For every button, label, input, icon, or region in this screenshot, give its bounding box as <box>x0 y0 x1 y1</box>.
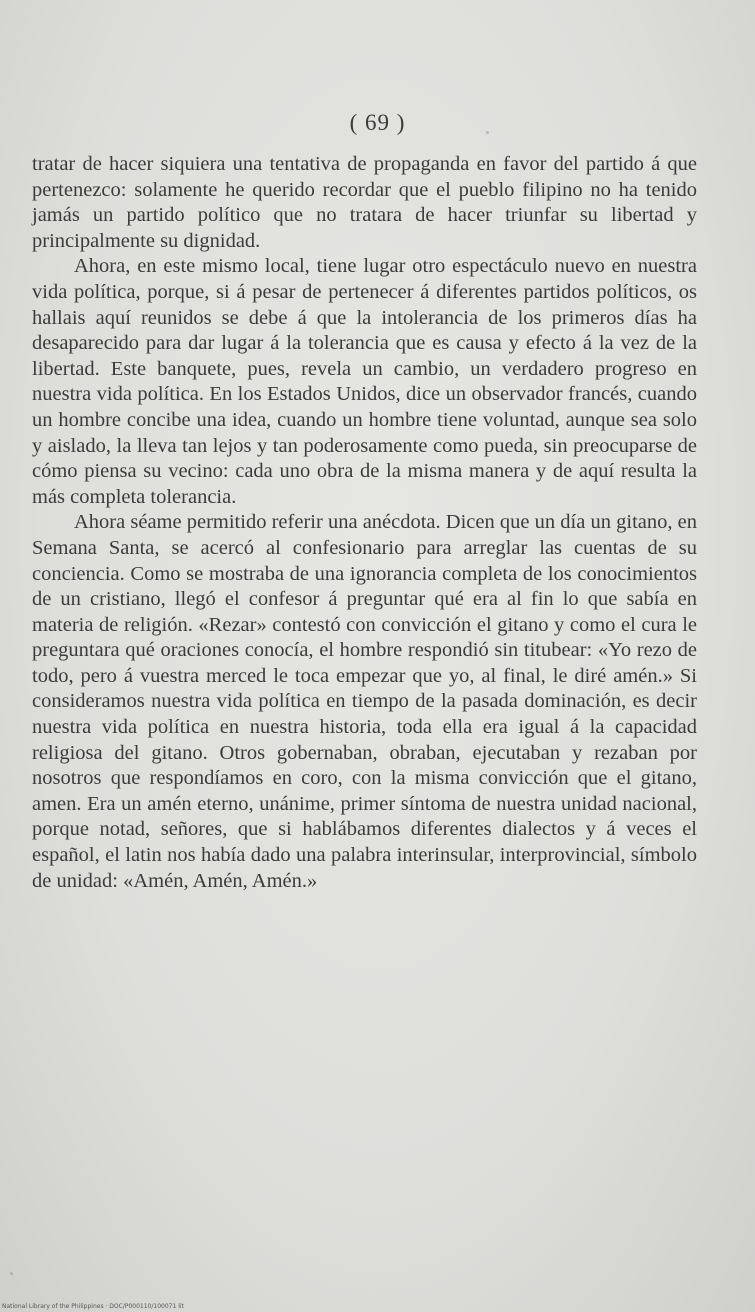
paragraph-3: Ahora séame permitido referir una anécdota. Dicen que un día un gitano, en Semana Santa, se acercó al confesionario para arreglar las cuentas de su conciencia. Como se mostraba de una ignorancia completa de los conocimientos de un cristiano, llegó el confesor á preguntar qué era al fin lo que sabía en materia de religión. «Rezar» contestó con convicción el gitano y como el cura le preguntara qué oraciones conocía, el hombre respondió sin titubear: «Yo rezo de todo, pero á vuestra merced le toca empezar que yo, al final, le diré amén.» Si consideramos nuestra vida política en tiempo de la pasada dominación, es decir nuestra vida política en nuestra historia, toda ella era igual á la capacidad religiosa del gitano. Otros gobernaban, obraban, ejecutaban y rezaban por nosotros que respondíamos en coro, con la misma convicción que el gitano, amen. Era un amén eterno, unánime, primer síntoma de nuestra unidad nacional, porque notad, señores, que si hablábamos diferentes dialectos y á veces el español, el latin nos había dado una palabra interinsular, interprovincial, símbolo de unidad: «Amén, Amén, Amén.» <box>32 511 697 892</box>
paragraph-2: Ahora, en este mismo local, tiene lugar otro espectáculo nuevo en nuestra vida política, porque, si á pesar de pertenecer á diferentes partidos políticos, os hallais aquí reunidos se debe á que la intolerancia de los primeros días ha desaparecido para dar lugar á la tolerancia que es causa y efecto á la vez de la libertad. Este banquete, pues, revela un cambio, un verdadero progreso en nuestra vida política. En los Estados Unidos, dice un observador francés, cuando un hombre concibe una idea, cuando un hombre tiene voluntad, aunque sea solo y aislado, la lleva tan lejos y tan poderosamente como pueda, sin preocuparse de cómo piensa su vecino: cada uno obra de la misma manera y de aquí resulta la más completa tolerancia. <box>32 255 697 508</box>
library-credit: National Library of the Philippines · DOC/P000110/100071 lit <box>2 1303 184 1310</box>
paper-speck <box>486 131 489 134</box>
paragraph-1: tratar de hacer siquiera una tentativa de propaganda en favor del partido á que pertenezco: solamente he querido recordar que el pueblo filipino no ha tenido jamás un partido político que no tratara de hacer triunfar su libertad y principalmente su dignidad. <box>32 153 697 252</box>
body-text <box>32 152 697 894</box>
page-number: ( 69 ) <box>349 110 406 135</box>
paper-speck <box>10 1272 13 1275</box>
